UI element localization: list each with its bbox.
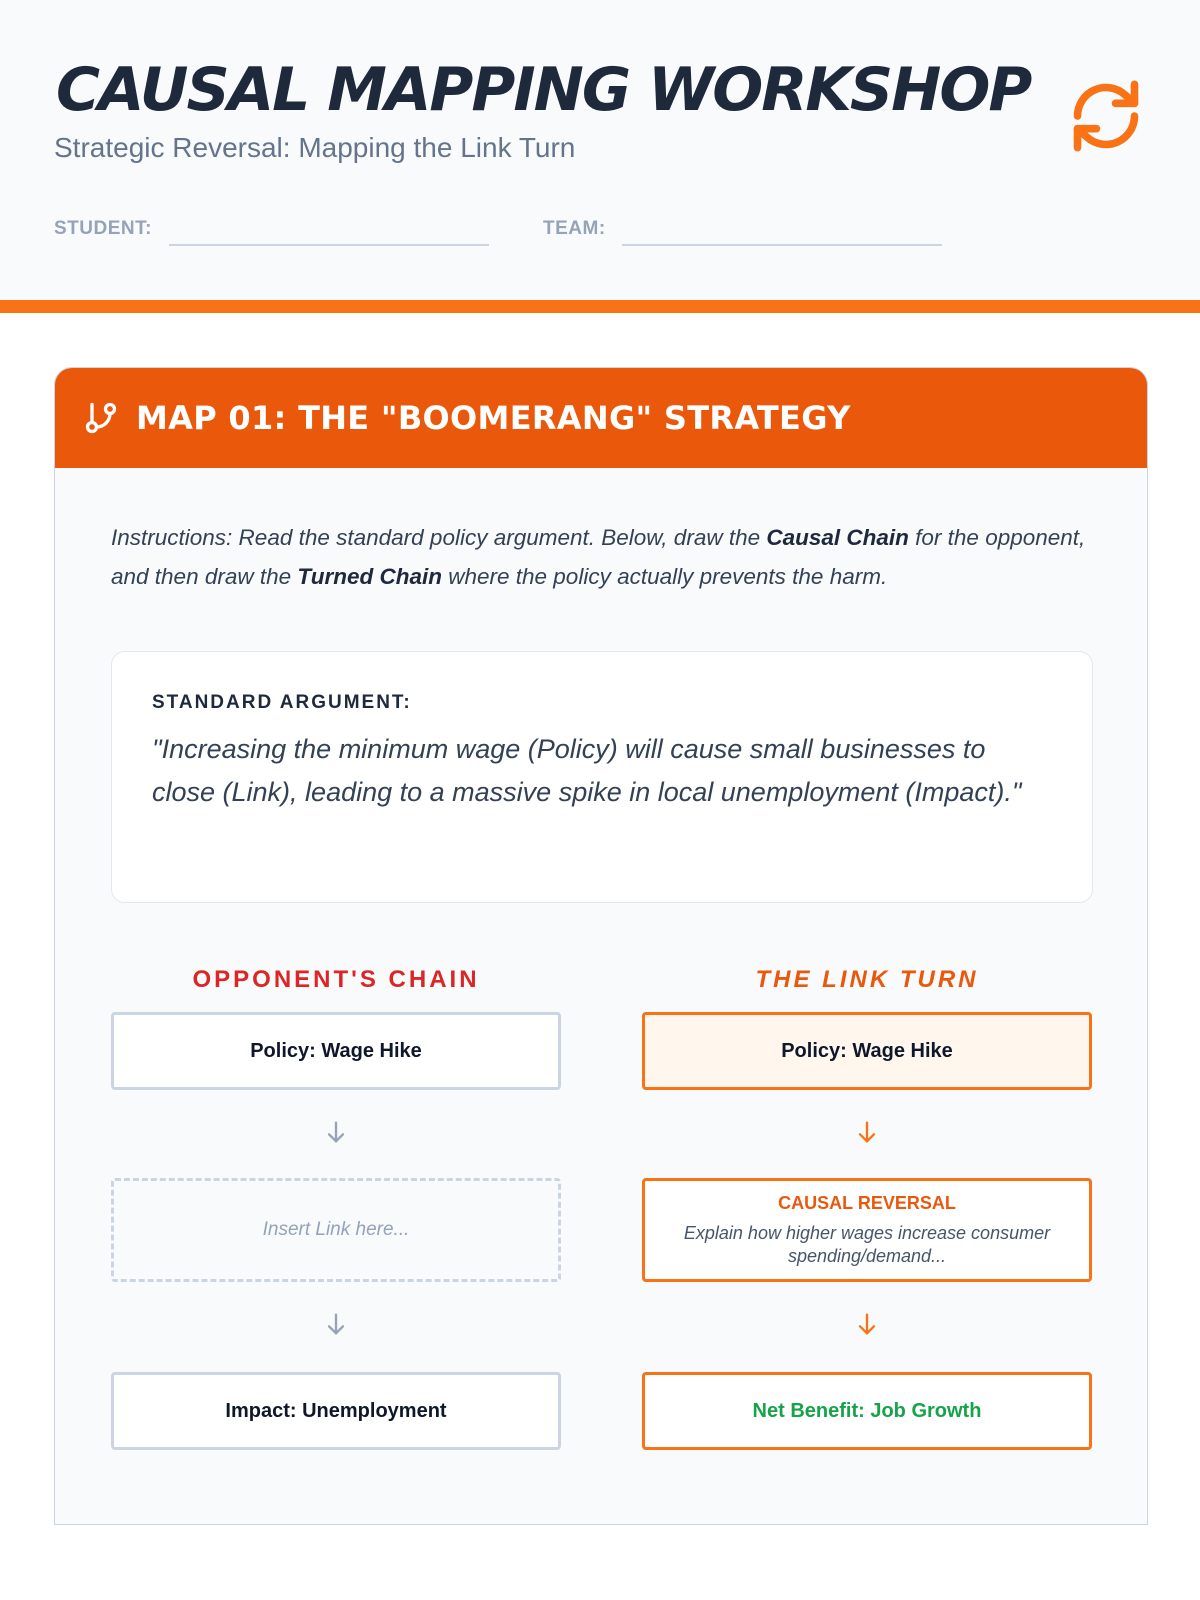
opponent-link-placeholder: Insert Link here... [262,1219,410,1240]
net-benefit-text: Net Benefit: Job Growth [752,1399,982,1422]
map-title: MAP 01: THE "BOOMERANG" STRATEGY [136,399,851,437]
opponent-policy-node [111,1012,561,1090]
opponent-impact-node [111,1372,561,1450]
arrow-down-icon [853,1310,881,1338]
causal-reversal-input[interactable] [642,1178,1092,1282]
page-subtitle: Strategic Reversal: Mapping the Link Turn [54,132,576,163]
net-benefit-node [642,1372,1092,1450]
opponent-chain-title: OPPONENT'S CHAIN [192,966,480,993]
standard-argument-box [111,651,1093,903]
arrow-down-icon [322,1118,350,1146]
causal-reversal-heading: CAUSAL REVERSAL [778,1192,956,1213]
link-turn-title: THE LINK TURN [755,966,979,993]
arrow-down-icon [853,1118,881,1146]
opponent-policy-text: Policy: Wage Hike [250,1039,422,1062]
turn-policy-text: Policy: Wage Hike [781,1039,953,1062]
map-card-header [55,368,1147,468]
team-label: TEAM: [543,218,606,239]
causal-reversal-prompt: Explain how higher wages increase consumer spending/demand... [683,1222,1051,1266]
standard-argument-label: STANDARD ARGUMENT: [152,692,412,713]
refresh-icon [1068,78,1144,154]
standard-argument-quote: "Increasing the minimum wage (Policy) will cause small businesses to close (Link), leading to a massive spike in local unemployment (Impact)." [152,734,1022,807]
student-label: STUDENT: [54,218,152,239]
git-branch-icon [83,400,119,436]
team-name-field[interactable] [622,244,942,246]
arrow-down-icon [322,1310,350,1338]
page-title: CAUSAL MAPPING WORKSHOP [56,55,1031,125]
opponent-impact-text: Impact: Unemployment [225,1399,447,1422]
header-divider [0,300,1200,313]
student-name-field[interactable] [169,244,489,246]
worksheet-header [0,0,1200,300]
turn-policy-node [642,1012,1092,1090]
map-card [54,367,1148,1525]
opponent-link-input[interactable] [111,1178,561,1282]
instructions-text: Instructions: Read the standard policy argument. Below, draw the Causal Chain for the opponent, and then draw the Turned Chain where the policy actually prevents the harm. [111,525,1086,589]
